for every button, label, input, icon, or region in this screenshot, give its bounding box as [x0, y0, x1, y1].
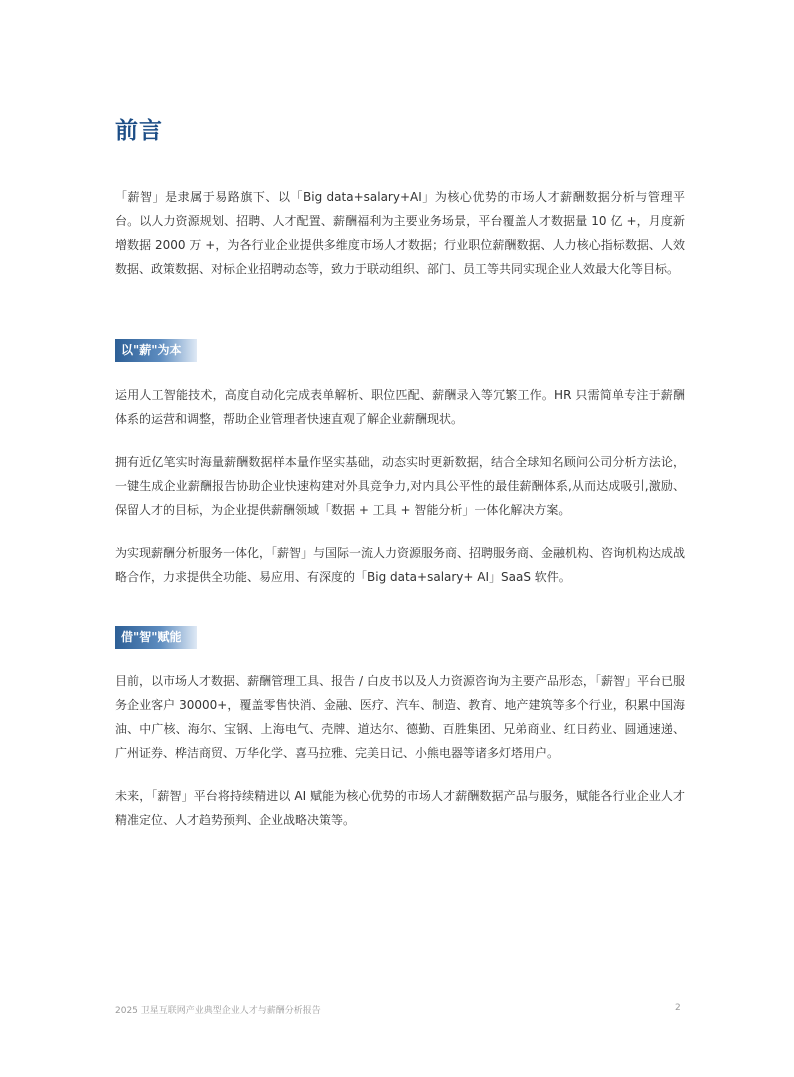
- section2-paragraph-2: 未来，「薪智」平台将持续精进以 AI 赋能为核心优势的市场人才薪酬数据产品与服务，赋能各行业企业人才精准定位、人才趋势预判、企业战略决策等。: [115, 789, 685, 827]
- section-tag-people: 以"薪"为本: [115, 339, 197, 362]
- intro-paragraph: 「薪智」是隶属于易路旗下、以「Big data+salary+AI」为核心优势的市场人才薪酬数据分析与管理平台。以人力资源规划、招聘、人才配置、薪酬福利为主要业务场景，平台覆盖人才数据量 10 亿 +，月度新增数据 2000 万 +，为各行业企业提供多维度市场人才数据；行业职位薪酬数据、人力核心指标数据、人效数据、政策数据、对标企业招聘动态等，致力于联动组织、部门、员工等共同实现企业人效最大化等目标。: [115, 190, 685, 276]
- section1-paragraph-1: 运用人工智能技术，高度自动化完成表单解析、职位匹配、薪酬录入等冗繁工作。HR 只需简单专注于薪酬体系的运营和调整，帮助企业管理者快速直观了解企业薪酬现状。: [115, 388, 685, 426]
- section2-paragraph-1: 目前，以市场人才数据、薪酬管理工具、报告 / 白皮书以及人力资源咨询为主要产品形态，「薪智」平台已服务企业客户 30000+，覆盖零售快消、金融、医疗、汽车、制造、教育、地产建筑等多个行业，积累中国海油、中广核、海尔、宝钢、上海电气、壳牌、道达尔、德勤、百胜集团、兄弟商业、红日药业、圆通速递、广州证券、桦洁商贸、万华化学、喜马拉雅、完美日记、小熊电器等诸多灯塔用户。: [115, 674, 685, 760]
- section1-paragraph-3: 为实现薪酬分析服务一体化，「薪智」与国际一流人力资源服务商、招聘服务商、金融机构、咨询机构达成战略合作，力求提供全功能、易应用、有深度的「Big data+salary+ AI」SaaS 软件。: [115, 546, 686, 584]
- footer-page-number: 2: [675, 1003, 681, 1013]
- section1-paragraph-2: 拥有近亿笔实时海量薪酬数据样本量作坚实基础，动态实时更新数据，结合全球知名顾问公司分析方法论，一键生成企业薪酬报告协助企业快速构建对外具竞争力,对内具公平性的最佳薪酬体系,从而达成吸引,激励、保留人才的目标，为企业提供薪酬领域「数据 + 工具 + 智能分析」一体化解决方案。: [115, 455, 685, 517]
- page-title: 前言: [115, 118, 163, 144]
- footer-report-title: 2025 卫星互联网产业典型企业人才与薪酬分析报告: [115, 1006, 321, 1016]
- section-tag-intelligence: 借"智"赋能: [115, 626, 197, 649]
